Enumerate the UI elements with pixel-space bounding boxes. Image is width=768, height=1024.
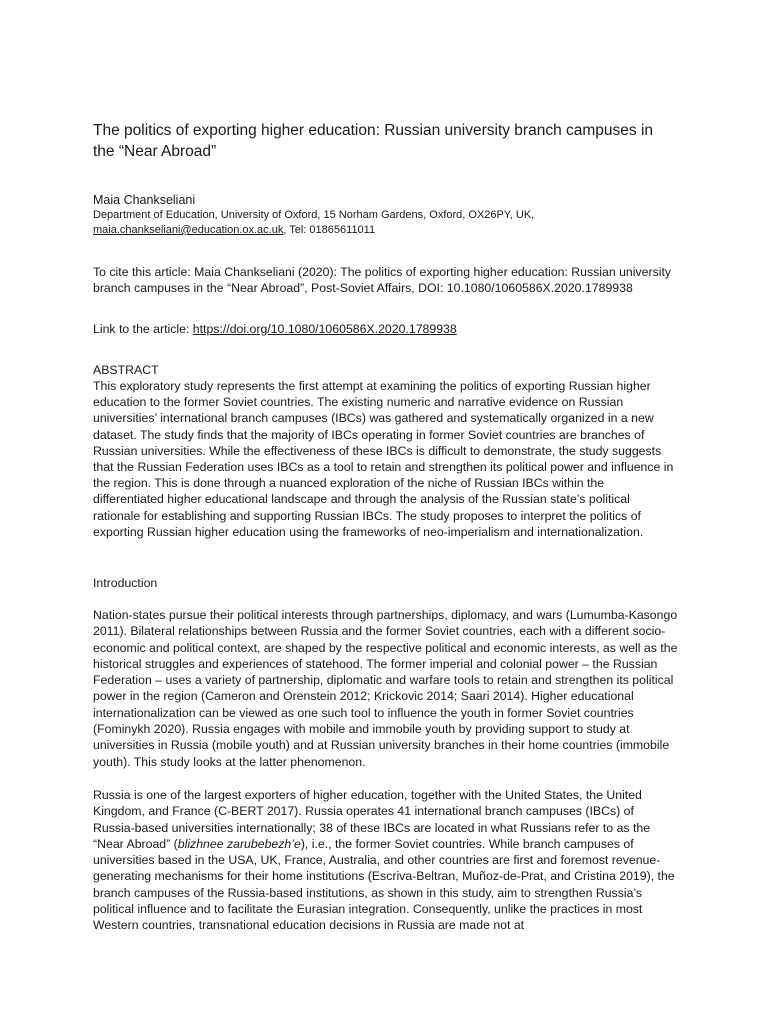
author-tel: , Tel: 01865611011 xyxy=(283,224,376,236)
abstract-heading: ABSTRACT xyxy=(93,363,159,377)
affiliation-text: Department of Education, University of Oxford, 15 Norham Gardens, Oxford, OX26PY, UK, xyxy=(93,209,535,221)
p2-italic-term: blizhnee zarubebezh’e xyxy=(177,836,301,851)
author-email-link[interactable]: maia.chankseliani@education.ox.ac.uk xyxy=(93,224,284,236)
paper-title: The politics of exporting higher education: Russian university branch campuses in the “Near Abroad” xyxy=(93,122,654,160)
author-affiliation xyxy=(93,208,678,238)
p2-text-start: Russia is one of the largest exporters of higher education, together with the United States, the United Kingdom, and France (C-BERT 2017). Russia operates 41 international branch campuses (IBCs) of Russia-based universities internationally; 38 of these IBCs are located in what Russians refer to as the “Near Abroad” ( xyxy=(93,788,651,851)
article-link-line xyxy=(93,321,457,337)
article-doi-link[interactable]: https://doi.org/10.1080/1060586X.2020.1789938 xyxy=(192,322,457,336)
p2-text-end: ), i.e., the former Soviet countries. While branch campuses of universities based in the USA, UK, France, Australia, and other countries are first and foremost revenue-generating mechanisms for their home institutions (Escriva-Beltran, Muñoz-de-Prat, and Cristina 2019), the branch campuses of the Russia-based institutions, as shown in this study, aim to strengthen Russia’s political influence and to facilitate the Eurasian integration. Consequently, unlike the practices in most Western countries, transnational education decisions in Russia are made not at xyxy=(93,836,675,933)
introduction-heading: Introduction xyxy=(93,576,158,590)
article-link-label: Link to the article: xyxy=(93,322,193,336)
introduction-paragraph-2 xyxy=(93,787,678,934)
citation-text: To cite this article: Maia Chankseliani (2020): The politics of exporting higher education: Russian university branch campuses in the “Near Abroad”, Post-Soviet Affairs, DOI: 10.1080/1060586X.2020.1789938 xyxy=(93,265,672,295)
abstract-text: This exploratory study represents the first attempt at examining the politics of exporting Russian higher education to the former Soviet countries. The existing numeric and narrative evidence on Russian universities’ international branch campuses (IBCs) was gathered and systematically organized in a new dataset. The study finds that the majority of IBCs operating in former Soviet countries are branches of Russian universities. While the effectiveness of these IBCs is difficult to demonstrate, the study suggests that the Russian Federation uses IBCs as a tool to retain and strengthen its political power and influence in the region. This is done through a nuanced exploration of the niche of Russian IBCs within the differentiated higher educational landscape and through the analysis of the Russian state’s political rationale for establishing and supporting Russian IBCs. The study proposes to interpret the politics of exporting Russian higher education using the frameworks of neo-imperialism and internationalization. xyxy=(93,379,674,539)
author-name: Maia Chankseliani xyxy=(93,193,196,207)
introduction-paragraph-1: Nation-states pursue their political interests through partnerships, diplomacy, and wars (Lumumba-Kasongo 2011). Bilateral relationships between Russia and the former Soviet countries, each with a different socio-economic and political context, are shaped by the respective political and economic interests, as well as the historical struggles and experiences of statehood. The former imperial and colonial power – the Russian Federation – uses a variety of partnership, diplomatic and warfare tools to retain and strengthen its political power in the region (Cameron and Orenstein 2012; Krickovic 2014; Saari 2014). Higher educational internationalization can be viewed as one such tool to influence the youth in former Soviet countries (Fominykh 2020). Russia engages with mobile and immobile youth by providing support to study at universities in Russia (mobile youth) and at Russian university branches in their home countries (immobile youth). This study looks at the latter phenomenon. xyxy=(93,608,678,769)
